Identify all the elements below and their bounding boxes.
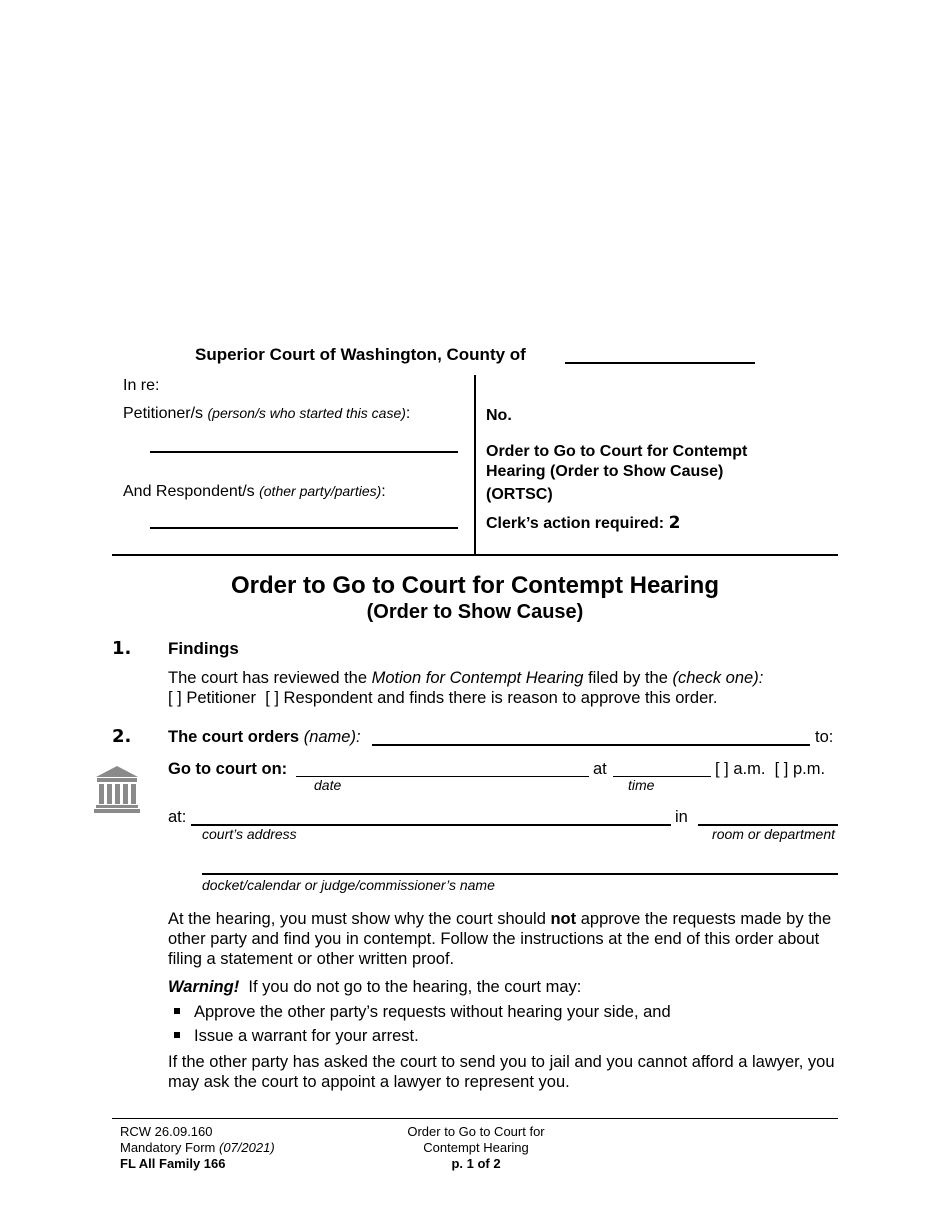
date-hint: date (314, 777, 342, 793)
ampm-options (715, 759, 825, 779)
lawyer-text: If the other party has asked the court to send you to jail and you cannot afford a lawyer, you may ask the court to appoint a lawyer to represent you. (168, 1053, 835, 1091)
caption-divider (474, 375, 476, 555)
doc-title-block (486, 442, 747, 482)
hearing-text-post: approve the requests made by the other party and find you in contempt. Follow the instructions at the end of this order about filing a statement or other written proof. (168, 910, 832, 968)
doc-title-line1: Order to Go to Court for Contempt (486, 443, 748, 460)
caption-bottom-rule (112, 554, 838, 556)
case-number-label: No. (486, 407, 512, 424)
clerk-action-label: Clerk’s action required: (486, 515, 665, 532)
petitioner-label-row: Petitioner/s (person/s who started this case): (123, 405, 411, 422)
warning-text: If you do not go to the hearing, the court may: (248, 978, 582, 996)
findings-text-pre: The court has reviewed the (168, 669, 368, 687)
ordered-party-name-field[interactable] (372, 744, 810, 746)
footer-rcw: RCW 26.09.160 (120, 1124, 213, 1139)
footer-form-id: FL All Family 166 (120, 1156, 226, 1171)
section2-number: 2. (112, 726, 132, 747)
petitioner-hint: (person/s who started this case) (207, 405, 406, 421)
in-label: in (675, 808, 688, 826)
hearing-text-bold: not (550, 910, 577, 928)
to-label: to: (815, 728, 834, 746)
section1-number: 1. (112, 638, 132, 659)
in-re-label: In re: (123, 377, 160, 394)
footer-page-number: p. 1 of 2 (451, 1156, 501, 1171)
page-subtitle: (Order to Show Cause) (366, 601, 584, 623)
respondent-label: And Respondent/s (123, 483, 255, 500)
address-hint: court’s address (202, 826, 297, 842)
address-label: at: (168, 808, 187, 826)
orders-name-hint: (name): (303, 728, 361, 746)
page-title: Order to Go to Court for Contempt Hearing (231, 572, 719, 599)
time-hint: time (628, 777, 655, 793)
doc-code: (ORTSC) (486, 486, 553, 503)
findings-options (168, 688, 717, 708)
footer-mandatory (120, 1140, 275, 1156)
room-hint: room or department (712, 826, 835, 842)
respondent-checkbox[interactable]: [ ] Respondent and finds there is reason to approve this order. (265, 689, 718, 707)
go-to-court-label: Go to court on: (168, 760, 288, 778)
warning-row (168, 977, 581, 997)
hearing-text-pre: At the hearing, you must show why the court should (168, 910, 546, 928)
list-item: Approve the other party’s requests without hearing your side, and (168, 1002, 838, 1022)
respondent-label-row: And Respondent/s (other party/parties): (123, 483, 386, 500)
orders-label-row (168, 727, 361, 747)
motion-name: Motion for Contempt Hearing (371, 669, 584, 687)
warning-label: Warning! (168, 978, 240, 996)
consequence-list (168, 1002, 838, 1050)
hearing-instructions (168, 909, 838, 969)
orders-label: The court orders (168, 728, 300, 746)
respondent-hint: (other party/parties) (259, 483, 382, 499)
respondent-name-field[interactable] (150, 527, 458, 529)
docket-hint: docket/calendar or judge/commissioner’s name (202, 877, 495, 893)
footer-center-line1: Order to Go to Court for (407, 1124, 545, 1139)
footer-rule (112, 1118, 838, 1119)
footer-mandatory-label: Mandatory Form (120, 1140, 216, 1155)
petitioner-label: Petitioner/s (123, 405, 204, 422)
clerk-action-value: 2 (668, 513, 681, 533)
findings-text (168, 668, 838, 688)
at-time-label: at (593, 760, 607, 778)
findings-text-mid: filed by the (588, 669, 668, 687)
docket-field[interactable] (202, 873, 838, 875)
court-title: Superior Court of Washington, County of (195, 345, 526, 364)
footer-center-line2: Contempt Hearing (423, 1140, 529, 1155)
clerk-action-row (486, 513, 680, 533)
am-checkbox[interactable]: [ ] a.m. (715, 760, 766, 778)
section1-title: Findings (168, 639, 239, 658)
list-item: Issue a warrant for your arrest. (168, 1026, 838, 1046)
county-field[interactable] (565, 362, 755, 364)
check-one-hint: (check one): (672, 669, 764, 687)
pm-checkbox[interactable]: [ ] p.m. (774, 760, 826, 778)
doc-title-line2: Hearing (Order to Show Cause) (486, 463, 724, 480)
petitioner-name-field[interactable] (150, 451, 458, 453)
petitioner-checkbox[interactable]: [ ] Petitioner (168, 689, 257, 707)
footer-center (376, 1124, 576, 1172)
courthouse-icon (94, 765, 140, 813)
footer-mandatory-date: (07/2021) (219, 1140, 275, 1155)
footer-left (120, 1124, 275, 1172)
